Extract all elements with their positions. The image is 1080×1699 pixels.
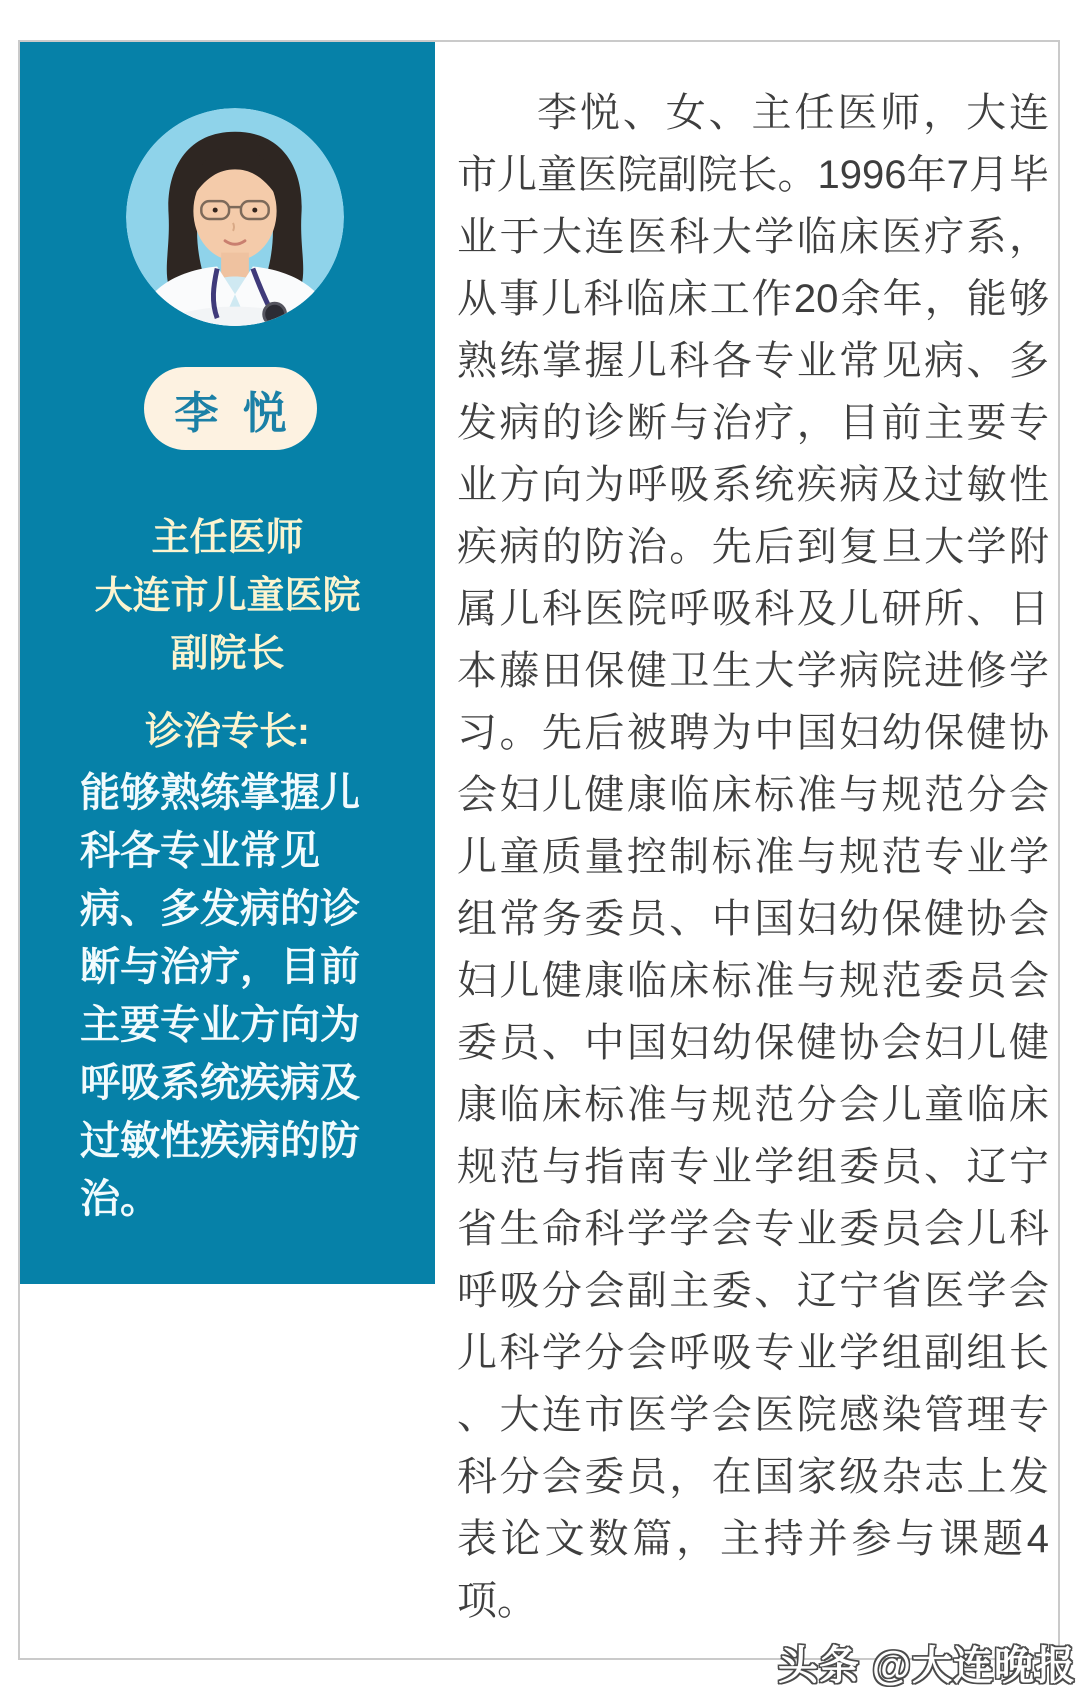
bio-paragraph: 李悦、女、主任医师，大连市儿童医院副院长。1996年7月毕业于大连医科大学临床医疗系，从事儿科临床工作20余年，能够熟练掌握儿科各专业常见病、多发病的诊断与治疗，目前主要专业方向为呼吸系统疾病及过敏性疾病的防治。先后到复旦大学附属儿科医院呼吸科及儿研所、日本藤田保健卫生大学病院进修学习。先后被聘为中国妇幼保健协会妇儿健康临床标准与规范分会儿童质量控制标准与规范专业学组常务委员、中国妇幼保健协会妇儿健康临床标准与规范委员会委员、中国妇幼保健协会妇儿健康临床标准与规范分会儿童临床规范与指南专业学组委员、辽宁省生命科学学会专业委员会儿科呼吸分会副主委、辽宁省医学会儿科学分会呼吸专业学组副组长 、大连市医学会医院感染管理专科分会委员，在国家级杂志上发表论文数篇，主持并参与课题4项。 [457,91,1049,1623]
specialty-line: 科各专业常见 [80,829,320,873]
specialty-line: 呼吸系统疾病及 [80,1061,360,1105]
specialty-line: 治。 [80,1177,160,1221]
doctor-portrait-illustration [126,108,344,326]
profile-sidebar [20,42,435,1284]
specialty-line: 能够熟练掌握儿 [80,771,360,815]
doctor-title-line: 副院长 [170,633,285,675]
specialty-line: 过敏性疾病的防 [80,1119,360,1163]
watermark: 头条 @大连晚报 [777,1644,1076,1688]
specialty-line: 病、多发病的诊 [80,887,360,931]
bio-section [457,82,1049,1632]
doctor-name: 李 悦 [174,388,293,438]
specialty-heading: 诊治专长: [145,711,310,753]
doctor-title-line: 主任医师 [151,517,304,559]
specialty-line: 主要专业方向为 [80,1003,360,1047]
doctor-name-badge [144,367,317,450]
doctor-photo [126,108,344,326]
specialty-text [80,764,410,1228]
doctor-title-line: 大连市儿童医院 [94,575,361,617]
doctor-titles [20,509,435,683]
specialty-line: 断与治疗，目前 [80,945,360,989]
content-box [18,40,1060,1660]
